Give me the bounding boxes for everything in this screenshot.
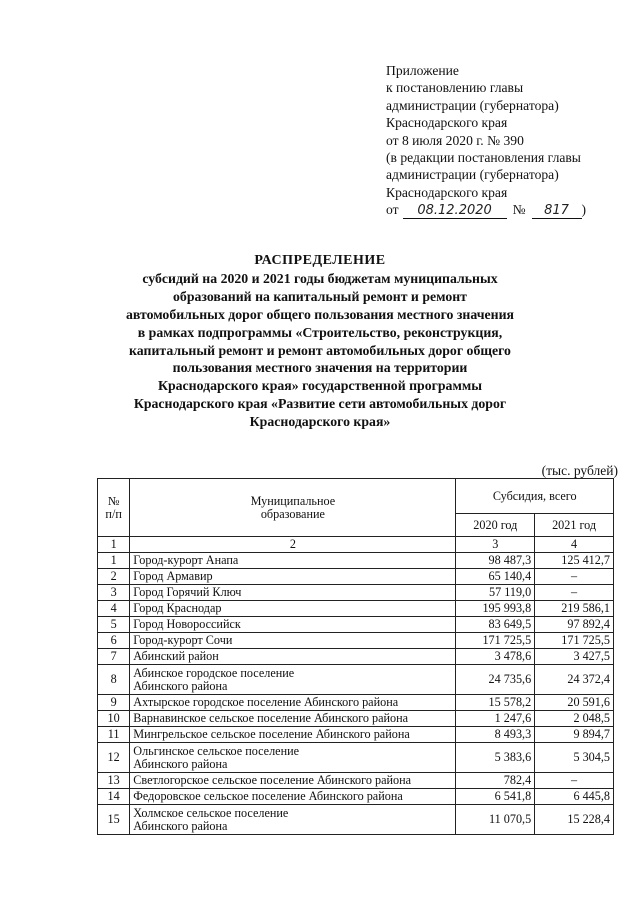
municipality-name-line: Абинского района (133, 756, 228, 771)
subsidy-2021-cell: 5 304,5 (535, 743, 614, 773)
title-line: пользования местного значения на территории (172, 360, 468, 376)
subsidy-2020-cell: 83 649,5 (456, 617, 535, 633)
col-2021-header: 2021 год (535, 514, 614, 537)
municipality-name-line: Абинского района (133, 818, 228, 833)
table-index-row (98, 537, 614, 553)
subsidy-2021-cell: 9 894,7 (535, 727, 614, 743)
closing-paren: ) (581, 202, 587, 218)
header-line: Приложение (386, 63, 459, 78)
row-number: 6 (98, 633, 130, 649)
table-row (98, 805, 614, 835)
subsidy-2020-cell: 65 140,4 (456, 569, 535, 585)
col-num-header-l2: п/п (105, 506, 122, 521)
col-2020-header: 2020 год (456, 514, 535, 537)
number-label: № (512, 202, 526, 218)
header-line: от 8 июля 2020 г. № 390 (386, 132, 524, 148)
table-row (98, 569, 614, 585)
row-number: 8 (98, 665, 130, 695)
row-number: 1 (98, 553, 130, 569)
col-name-header-l2: образование (260, 506, 325, 521)
municipality-name: Город Армавир (130, 569, 456, 585)
municipality-name: Город-курорт Сочи (130, 633, 456, 649)
subsidy-2020-cell: 782,4 (456, 773, 535, 789)
row-number: 14 (98, 789, 130, 805)
municipality-name: Варнавинское сельское поселение Абинского района (130, 711, 456, 727)
table-header-row (98, 479, 614, 514)
document-title (100, 252, 540, 431)
table-row (98, 585, 614, 601)
subsidy-2020-cell: 15 578,2 (456, 695, 535, 711)
row-number: 15 (98, 805, 130, 835)
subsidy-2020-cell: 6 541,8 (456, 789, 535, 805)
title-line: автомобильных дорог общего пользования местного значения (125, 306, 514, 322)
subsidy-2020-cell: 1 247,6 (456, 711, 535, 727)
col-name-header-l1: Муниципальное (250, 493, 336, 508)
index-cell: 3 (456, 537, 535, 553)
title-heading: РАСПРЕДЕЛЕНИЕ (254, 253, 386, 268)
title-line: образований на капитальный ремонт и ремонт (173, 288, 467, 304)
subsidy-2020-cell: 171 725,5 (456, 633, 535, 649)
subsidy-2021-cell: – (535, 585, 614, 601)
header-line: Краснодарского края (386, 115, 508, 131)
units-label: (тыс. рублей) (541, 463, 618, 478)
subsidy-2021-cell: – (535, 569, 614, 585)
subsidy-table (97, 478, 614, 835)
table-row (98, 617, 614, 633)
row-number: 7 (98, 649, 130, 665)
index-cell: 2 (130, 537, 456, 553)
subsidy-2021-cell: 125 412,7 (535, 553, 614, 569)
table-row (98, 633, 614, 649)
municipality-name (130, 743, 456, 773)
handwritten-date: 08.12.2020 (403, 204, 507, 219)
municipality-name: Федоровское сельское поселение Абинского района (130, 789, 456, 805)
row-number: 11 (98, 727, 130, 743)
municipality-name-line: Ольгинское сельское поселение (133, 743, 300, 758)
row-number: 13 (98, 773, 130, 789)
table-row (98, 727, 614, 743)
row-number: 4 (98, 601, 130, 617)
handwritten-number: 817 (532, 204, 582, 219)
subsidy-2021-cell: 97 892,4 (535, 617, 614, 633)
municipality-name-line: Абинского района (133, 678, 228, 693)
header-line: администрации (губернатора) (386, 97, 559, 113)
col-num-header (98, 479, 130, 537)
col-subsidy-header: Субсидия, всего (456, 479, 614, 514)
municipality-name: Город-курорт Анапа (130, 553, 456, 569)
municipality-name: Светлогорское сельское поселение Абинского района (130, 773, 456, 789)
subsidy-2020-cell: 24 735,6 (456, 665, 535, 695)
table-row (98, 773, 614, 789)
table-row (98, 695, 614, 711)
subsidy-2020-cell: 3 478,6 (456, 649, 535, 665)
table-row (98, 601, 614, 617)
col-name-header (130, 479, 456, 537)
subsidy-2021-cell: 24 372,4 (535, 665, 614, 695)
municipality-name: Город Краснодар (130, 601, 456, 617)
subsidy-2020-cell: 11 070,5 (456, 805, 535, 835)
municipality-name: Ахтырское городское поселение Абинского района (130, 695, 456, 711)
row-number: 9 (98, 695, 130, 711)
table-row (98, 553, 614, 569)
appendix-header (386, 62, 626, 219)
municipality-name-line: Холмское сельское поселение (133, 805, 289, 820)
municipality-name: Мингрельское сельское поселение Абинского района (130, 727, 456, 743)
subsidy-2020-cell: 195 993,8 (456, 601, 535, 617)
table-row (98, 649, 614, 665)
subsidy-2020-cell: 5 383,6 (456, 743, 535, 773)
table-row (98, 743, 614, 773)
subsidy-2021-cell: 219 586,1 (535, 601, 614, 617)
subsidy-2021-cell: 2 048,5 (535, 711, 614, 727)
subsidy-2020-cell: 57 119,0 (456, 585, 535, 601)
header-line: Краснодарского края (386, 184, 508, 200)
index-cell: 1 (98, 537, 130, 553)
title-line: Краснодарского края» государственной программы (157, 378, 483, 394)
title-line: субсидий на 2020 и 2021 годы бюджетам муниципальных (142, 270, 498, 286)
header-line: администрации (губернатора) (386, 167, 559, 183)
col-num-header-l1: № (107, 493, 120, 508)
title-line: в рамках подпрограммы «Строительство, реконструкция, (137, 324, 503, 340)
subsidy-2021-cell: 171 725,5 (535, 633, 614, 649)
subsidy-2020-cell: 8 493,3 (456, 727, 535, 743)
row-number: 3 (98, 585, 130, 601)
municipality-name (130, 805, 456, 835)
header-line: (в редакции постановления главы (386, 150, 581, 166)
subsidy-2021-cell: 3 427,5 (535, 649, 614, 665)
table-row (98, 789, 614, 805)
title-line: Краснодарского края «Развитие сети автомобильных дорог (133, 396, 507, 412)
table-row (98, 711, 614, 727)
municipality-name: Город Новороссийск (130, 617, 456, 633)
decree-date-line (386, 201, 626, 218)
table-row (98, 665, 614, 695)
subsidy-2021-cell: 6 445,8 (535, 789, 614, 805)
index-cell: 4 (535, 537, 614, 553)
table-body (98, 553, 614, 835)
municipality-name: Абинский район (130, 649, 456, 665)
municipality-name-line: Абинское городское поселение (133, 665, 295, 680)
subsidy-2021-cell: – (535, 773, 614, 789)
title-line: капитальный ремонт и ремонт автомобильных дорог общего (129, 342, 511, 358)
header-line: к постановлению главы (386, 80, 524, 96)
row-number: 10 (98, 711, 130, 727)
subsidy-2021-cell: 20 591,6 (535, 695, 614, 711)
municipality-name: Город Горячий Ключ (130, 585, 456, 601)
municipality-name (130, 665, 456, 695)
row-number: 5 (98, 617, 130, 633)
row-number: 2 (98, 569, 130, 585)
title-line: Краснодарского края» (249, 414, 391, 430)
subsidy-2020-cell: 98 487,3 (456, 553, 535, 569)
from-label: от (386, 202, 399, 218)
subsidy-2021-cell: 15 228,4 (535, 805, 614, 835)
row-number: 12 (98, 743, 130, 773)
